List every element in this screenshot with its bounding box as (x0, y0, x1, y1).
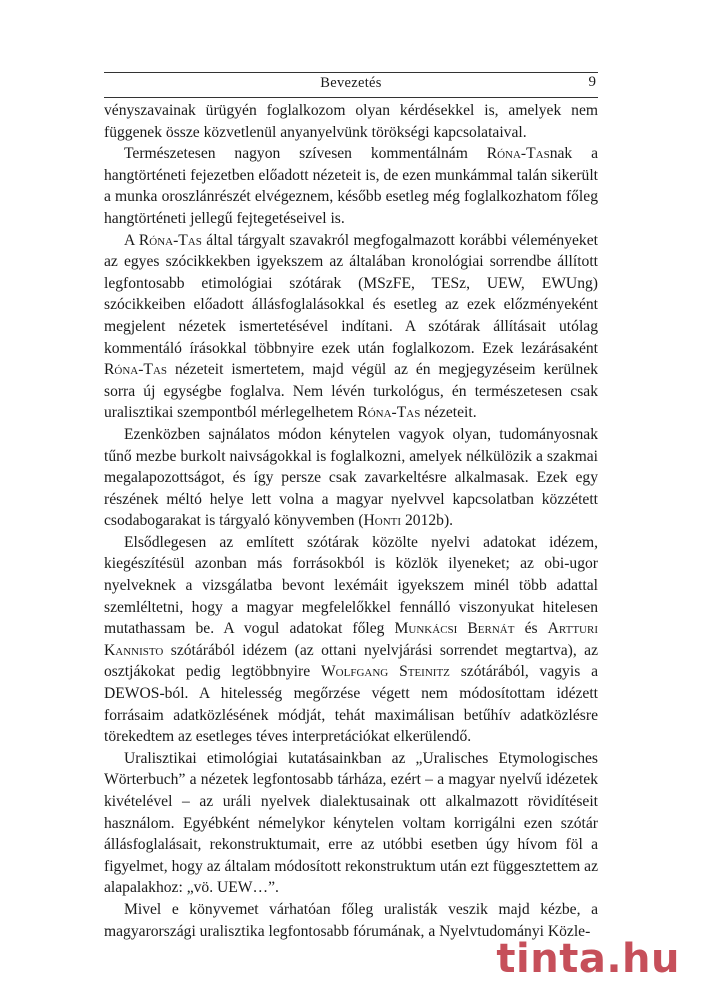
text-run: Elsődlegesen az említett szótárak közölte nyelvi adatokat idézem, kiegészítésül azonban más forrásokból is közlök ilyeneket; az obi-ugor nyelveknek a vizsgálatba bevont lexémáit igyekszem minél több adattal szemléltetni, hogy a magyar megfelelőkkel fennálló viszonyukat hitelesen mutathassam be. A vogul adatokat főleg (104, 533, 598, 638)
running-header (104, 72, 598, 98)
author-name: Róna-Tas (104, 361, 168, 379)
paragraph-3 (104, 424, 598, 532)
text-run: és (514, 620, 548, 638)
text-run: Természetesen nagyon szívesen kommentálnám (124, 145, 487, 163)
publisher-watermark: tinta.hu (496, 936, 680, 982)
author-name: Munkácsi Bernát (394, 620, 515, 638)
paragraph-5: Uralisztikai etimológiai kutatásainkban az „Uralisches Etymologisches Wörterbuch” a nézetek legfontosabb tárháza, ezért – a magyar nyelvű idézetek kivételével – az uráli nyelvek dialektusainak ott alkalmazott rövidítéseit használom. Egyébként némelykor kénytelen voltam korrigálni ezen szótár állásfoglalásait, rekonstruktumait, erre az utóbbi esetben úgy hívom föl a figyelmet, hogy az általam módosított rekonstruktum után ezt függesztettem az alapalakhoz: „vö. UEW…”. (104, 749, 598, 897)
paragraph-2 (104, 230, 598, 424)
running-header-title: Bevezetés (320, 75, 382, 91)
paragraph-continued: vényszavainak ürügyén foglalkozom olyan kérdésekkel is, amelyek nem függenek össze közvetlenül anyanyelvünk törökségi kapcsolataival. (104, 102, 598, 141)
author-name: Róna-Tas (138, 231, 202, 249)
text-run: nézeteit ismertetem, majd végül az én megjegyzéseim kerülnek sorra új egységbe foglalva. Nem lévén turkológus, én természetesen csak uralisztikai szempontból mérlegelhetem (104, 361, 598, 422)
text-run: szótárából, vagyis a DEWOS-ból. A hitelesség megőrzése végett nem módosítottam idézett forrásaim adatközlésének módját, tehát maximálisan betűhív adatközlésre törekedtem az esetleges téves interpretációkat elkerülendő. (104, 663, 599, 746)
author-name: Artturi Kannisto (104, 620, 598, 659)
paragraph-1 (104, 143, 598, 229)
author-name: Róna-Tas (486, 145, 550, 163)
author-name: Wolfgang Steinitz (320, 663, 450, 681)
text-run: A (124, 231, 139, 249)
page-number: 9 (588, 74, 596, 90)
text-run: által tárgyalt szavakról megfogalmazott korábbi véleményeket az egyes szócikkekben igyekszem az általában kronológiai sorrendbe állított legfontosabb etimológiai szótárak (MSzFE, TESz, UEW, EWUng) szócikkeiben előadott állásfoglalásokkal és esetleg az ezek előzményeként megjelent nézetek ismertetésével indítani. A szótárak állításait utólag kommentáló írásokkal többnyire ezek után foglalkozom. Ezek lezárásaként (104, 231, 598, 357)
author-name: Honti (363, 512, 402, 530)
text-run: nak a hangtörténeti fejezetben előadott nézeteit is, de ezen munkámmal talán sikerült a munka oroszlánrészét elvégeznem, később esetleg még foglalkozhatom főleg hangtörténeti jellegű fejtegetéseivel is. (104, 145, 598, 227)
paragraph-4 (104, 532, 598, 748)
text-run: 2012b). (401, 512, 454, 530)
paragraph-6: Mivel e könyvemet várhatóan főleg uralisták veszik majd kézbe, a magyarországi uralisztika legfontosabb fórumának, a Nyelvtudományi Közle- (104, 900, 598, 940)
page-body (104, 100, 598, 942)
text-run: szótárából idézem (az ottani nyelvjárási sorrendet megtartva), az osztjákokat pedig legtöbbnyire (104, 641, 598, 681)
text-run: Ezenközben sajnálatos módon kénytelen vagyok olyan, tudományosnak tűnő mezbe burkolt naivságokkal is foglalkozni, amelyek nélkülözik a szakmai megalapozottságot, és így persze csak zavarkeltésre alkalmasak. Ezek egy részének méltó helye lett volna a magyar nyelvvel kapcsolatban közzétett csodabogarakat is tárgyaló könyvemben ( (104, 425, 598, 530)
author-name: Róna-Tas (357, 404, 421, 422)
text-run: nézeteit. (420, 404, 477, 422)
